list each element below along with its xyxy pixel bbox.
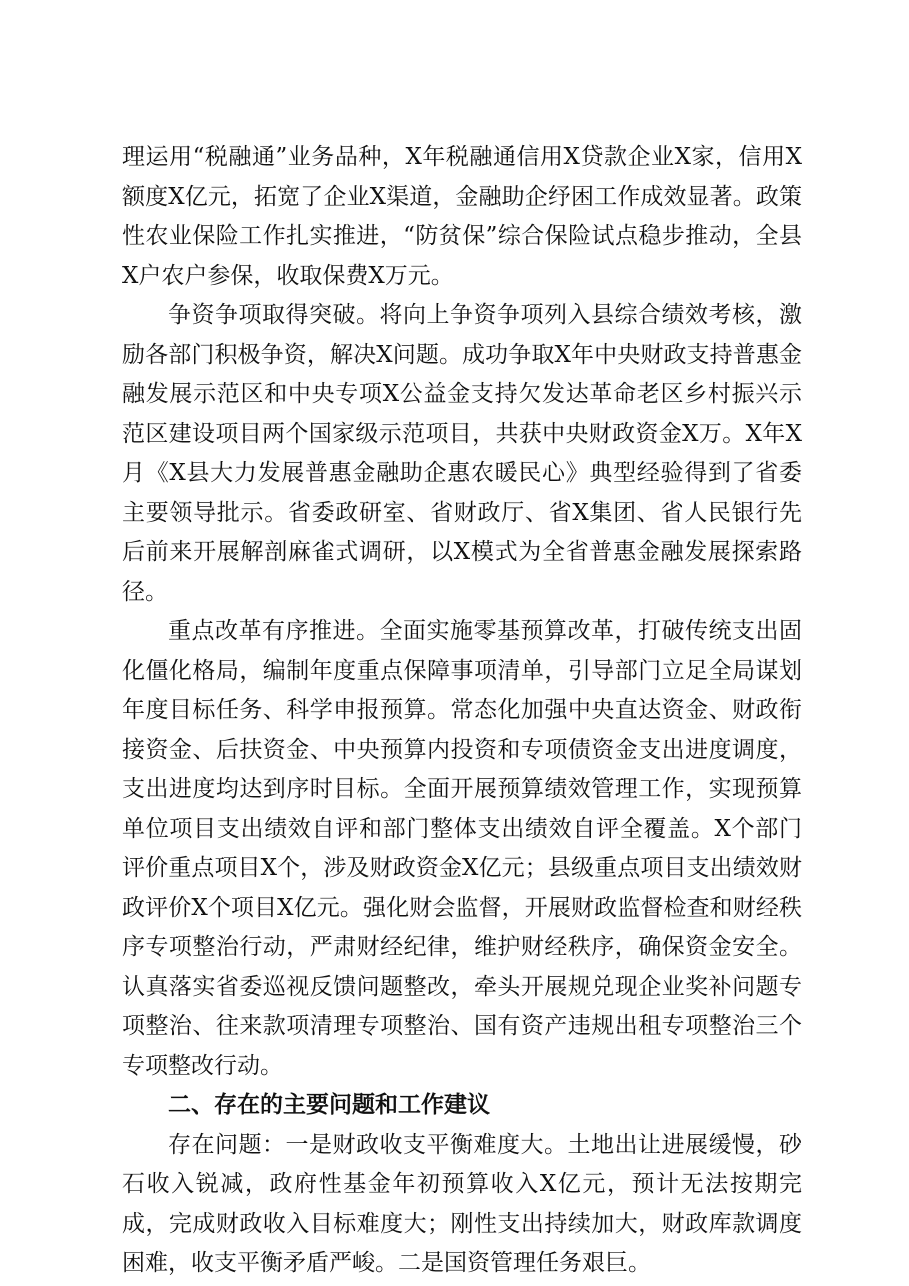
paragraph-problems: 存在问题：一是财政收支平衡难度大。土地出让进展缓慢，砂石收入锐减，政府性基金年初预算收入X亿元，预计无法按期完成，完成财政收入目标难度大；刚性支出持续加大，财政库款调度困难，收支平衡矛盾严峻。二是国资管理任务艰巨。 <box>122 1131 802 1276</box>
paragraph-key-reform: 重点改革有序推进。全面实施零基预算改革，打破传统支出固化僵化格局，编制年度重点保障事项清单，引导部门立足全局谋划年度目标任务、科学申报预算。常态化加强中央直达资金、财政衔接资金、后扶资金、中央预算内投资和专项债资金支出进度调度，支出进度均达到序时目标。全面开展预算绩效管理工作，实现预算单位项目支出绩效自评和部门整体支出绩效自评全覆盖。X个部门评价重点项目X个，涉及财政资金X亿元；县级重点项目支出绩效财政评价X个项目X亿元。强化财会监督，开展财政监督检查和财经秩序专项整治行动，严肃财经纪律，维护财经秩序，确保资金安全。认真落实省委巡视反馈问题整改，牵头开展规兑现企业奖补问题专项整治、往来款项清理专项整治、国有资产违规出租专项整治三个专项整改行动。 <box>122 618 802 1079</box>
section-heading: 二、存在的主要问题和工作建议 <box>168 1092 490 1118</box>
document-body <box>122 138 802 1284</box>
paragraph-financing: 理运用“税融通”业务品种，X年税融通信用X贷款企业X家，信用X额度X亿元，拓宽了企业X渠道，金融助企纾困工作成效显著。政策性农业保险工作扎实推进，“防贫保”综合保险试点稳步推动，全县X户农户参保，收取保费X万元。 <box>122 144 802 289</box>
paragraph-funding-breakthrough: 争资争项取得突破。将向上争资争项列入县综合绩效考核，激励各部门积极争资，解决X问题。成功争取X年中央财政支持普惠金融发展示范区和中央专项X公益金支持欠发达革命老区乡村振兴示范区建设项目两个国家级示范项目，共获中央财政资金X万。X年X月《X县大力发展普惠金融助企惠农暖民心》典型经验得到了省委主要领导批示。省委政研室、省财政厅、省X集团、省人民银行先后前来开展解剖麻雀式调研，以X模式为全省普惠金融发展探索路径。 <box>122 302 802 605</box>
